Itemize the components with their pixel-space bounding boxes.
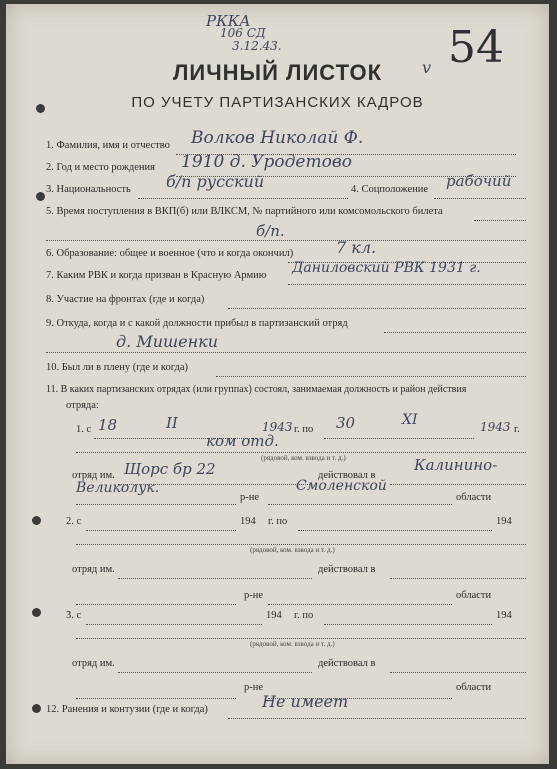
field-2-label: 2. Год и место рождения <box>46 162 155 173</box>
entry-2-to-line <box>298 530 492 531</box>
entry-2-role-caption: (рядовой, ком. взвода и т. д.) <box>250 546 335 554</box>
entry-1-acted-line <box>390 484 526 485</box>
field-7-line <box>288 284 526 285</box>
page-title: ЛИЧНЫЙ ЛИСТОК <box>172 60 383 85</box>
entry-3-detachment-line <box>118 672 312 673</box>
field-8-line <box>228 308 526 309</box>
entry-2-region-line <box>268 604 452 605</box>
field-6-value: 7 кл. <box>336 238 377 257</box>
entry-3-num: 3. с <box>66 610 82 621</box>
field-9-value: д. Мишенки <box>116 332 219 351</box>
entry-1-month-to: XI <box>402 412 418 428</box>
punch-hole-icon <box>32 516 41 525</box>
entry-3-detachment-label: отряд им. <box>72 658 115 669</box>
entry-3-acted-line <box>390 672 526 673</box>
stamp-line-2: 106 СД <box>220 26 266 40</box>
entry-2-from-line <box>86 530 236 531</box>
field-4-label: 4. Соцположение <box>351 184 429 195</box>
entry-1-detachment-label: отряд им. <box>72 470 115 481</box>
entry-3-role-line <box>76 638 526 639</box>
field-11-label-b: отряда: <box>66 400 99 411</box>
field-12-value: Не имеет <box>262 692 349 711</box>
document-sheet <box>6 4 549 764</box>
entry-2-detachment-line <box>118 578 312 579</box>
check-mark: v <box>422 58 432 77</box>
entry-1-num: 1. с <box>76 424 92 435</box>
entry-1-g-po: г. по <box>294 424 314 435</box>
entry-1-region-line <box>268 504 452 505</box>
entry-1-district: Великолук. <box>76 480 160 496</box>
entry-1-acted-in: Калинино- <box>414 456 498 474</box>
entry-1-region: Смоленской <box>296 478 387 494</box>
punch-hole-icon <box>36 192 45 201</box>
field-3-value: б/п русский <box>166 172 265 191</box>
entry-3-district-label: р-не <box>244 682 264 693</box>
entry-1-to-line <box>324 438 474 439</box>
field-12-label: 12. Ранения и контузии (где и когда) <box>46 704 208 715</box>
entry-1-day-from: 18 <box>98 416 118 434</box>
entry-2-district-line <box>76 604 236 605</box>
field-10-line <box>216 376 526 377</box>
stamp-line-1: РККА <box>206 12 251 30</box>
entry-1-role-caption: (рядовой, ком. взвода и т. д.) <box>261 454 346 462</box>
field-3-line <box>138 198 348 199</box>
entry-2-year-from: 194 <box>240 516 256 527</box>
entry-1-region-label: области <box>456 492 492 503</box>
entry-1-district-line <box>76 504 236 505</box>
field-8-label: 8. Участие на фронтах (где и когда) <box>46 294 205 305</box>
entry-1-role: ком отд. <box>206 432 279 450</box>
field-6-label: 6. Образование: общее и военное (что и когда окончил) <box>46 248 294 259</box>
entry-2-acted-line <box>390 578 526 579</box>
entry-2-acted-label: действовал в <box>318 564 376 575</box>
field-5-label: 5. Время поступления в ВКП(б) или ВЛКСМ, № партийного или комсомольского билета <box>46 206 443 217</box>
entry-2-region-label: области <box>456 590 492 601</box>
field-5-value: б/п. <box>256 222 285 240</box>
entry-1-g-end: г. <box>514 424 520 435</box>
entry-3-from-line <box>86 624 262 625</box>
entry-2-year-to: 194 <box>496 516 512 527</box>
entry-2-detachment-label: отряд им. <box>72 564 115 575</box>
entry-1-day-to: 30 <box>336 414 356 432</box>
field-2-value: 1910 д. Уродетово <box>181 152 352 172</box>
sheet-number: 54 <box>448 22 504 73</box>
field-4-value: рабочий <box>446 172 512 190</box>
field-7-value: Даниловский РВК 1931 г. <box>292 260 481 276</box>
entry-1-year-from: 1943 <box>262 420 293 434</box>
page-subtitle: ПО УЧЕТУ ПАРТИЗАНСКИХ КАДРОВ <box>131 94 424 111</box>
field-9-label: 9. Откуда, когда и с какой должности прибыл в партизанский отряд <box>46 318 348 329</box>
field-10-label: 10. Был ли в плену (где и когда) <box>46 362 189 373</box>
entry-3-to-line <box>324 624 492 625</box>
field-4-line <box>434 198 526 199</box>
entry-2-num: 2. с <box>66 516 82 527</box>
entry-3-district-line <box>76 698 236 699</box>
entry-2-role-line <box>76 544 526 545</box>
entry-1-acted-label: действовал в <box>318 470 376 481</box>
field-5-line-b <box>46 240 526 241</box>
stamp-line-3: 3.12.43. <box>232 39 282 53</box>
field-11-label-a: 11. В каких партизанских отрядах (или группах) состоял, занимаемая должность и район действия <box>46 384 467 395</box>
entry-3-role-caption: (рядовой, ком. взвода и т. д.) <box>250 640 335 648</box>
punch-hole-icon <box>32 704 41 713</box>
field-12-line <box>228 718 526 719</box>
entry-3-g-po: г. по <box>294 610 314 621</box>
punch-hole-icon <box>32 608 41 617</box>
entry-1-year-to: 1943 <box>480 420 511 434</box>
entry-3-year-from: 194 <box>266 610 282 621</box>
field-9-line-b <box>46 352 526 353</box>
entry-1-role-line <box>76 452 526 453</box>
entry-3-region-label: области <box>456 682 492 693</box>
field-5-line-a <box>474 220 526 221</box>
field-9-line-a <box>384 332 526 333</box>
entry-1-detachment: Щорс бр 22 <box>124 460 216 478</box>
entry-2-g-po: г. по <box>268 516 288 527</box>
entry-1-district-label: р-не <box>240 492 260 503</box>
field-3-label: 3. Национальность <box>46 184 131 195</box>
entry-2-district-label: р-не <box>244 590 264 601</box>
entry-3-acted-label: действовал в <box>318 658 376 669</box>
entry-3-year-to: 194 <box>496 610 512 621</box>
field-7-label: 7. Каким РВК и когда призван в Красную Армию <box>46 270 267 281</box>
field-1-label: 1. Фамилия, имя и отчество <box>46 140 170 151</box>
entry-1-month-from: II <box>166 414 178 432</box>
field-1-value: Волков Николай Ф. <box>191 128 364 148</box>
